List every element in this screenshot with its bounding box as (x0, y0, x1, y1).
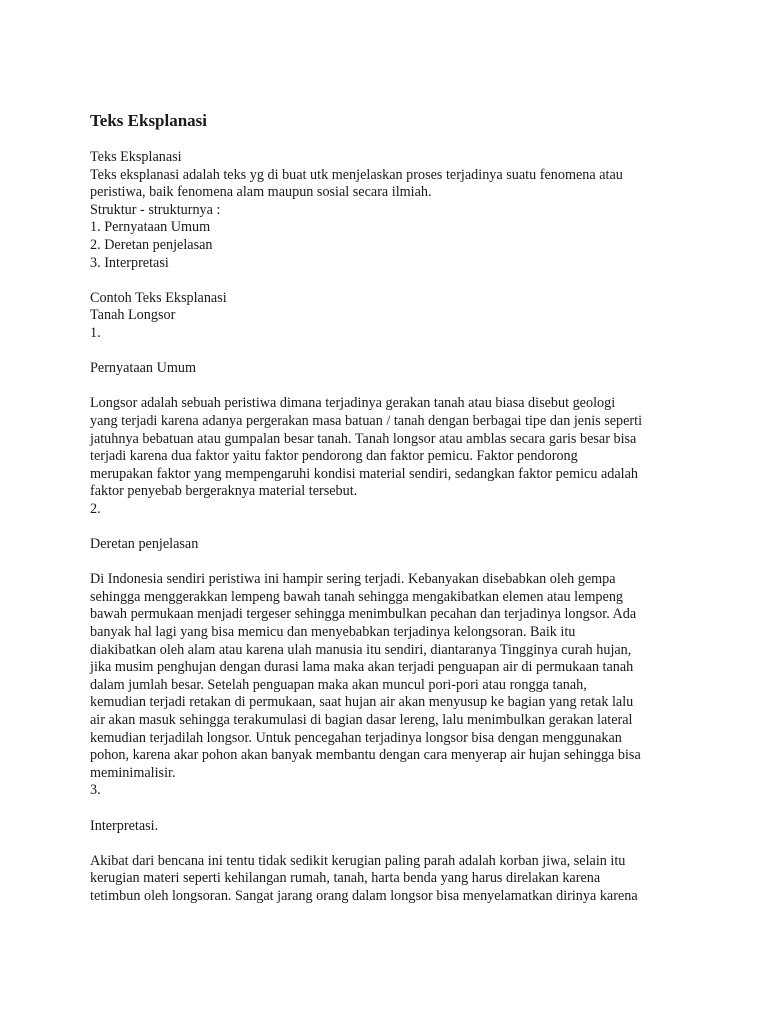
definition-line: Teks eksplanasi adalah teks yg di buat utk menjelaskan proses terjadinya suatu fenomena atau (90, 166, 623, 183)
paragraph-line: banyak hal lagi yang bisa memicu dan menyebabkan terjadinya kelongsoran. Baik itu (90, 624, 576, 641)
paragraph-line: terjadi karena dua faktor yaitu faktor pendorong dan faktor pemicu. Faktor pendorong (90, 448, 578, 465)
section-heading: Deretan penjelasan (90, 536, 199, 553)
paragraph-line: kerugian materi seperti kehilangan rumah, tanah, harta benda yang harus direlakan karena (90, 870, 601, 887)
paragraph-line: Akibat dari bencana ini tentu tidak sedikit kerugian paling parah adalah korban jiwa, selain itu (90, 852, 626, 869)
paragraph-line: jatuhnya bebatuan atau gumpalan besar tanah. Tanah longsor atau amblas secara garis besar bisa (90, 430, 637, 447)
document-title: Teks Eksplanasi (90, 111, 208, 130)
section-number: 3. (90, 782, 101, 799)
spacer (90, 378, 690, 396)
spacer (90, 518, 690, 536)
spacer (90, 835, 690, 853)
paragraph-line: meminimalisir. (90, 764, 176, 781)
paragraph-line: sehingga menggerakkan lempeng bawah tanah sehingga mengakibatkan elemen atau lempeng (90, 588, 624, 605)
spacer (90, 800, 690, 818)
structure-label: Struktur - strukturnya : (90, 201, 221, 218)
paragraph-line: dalam jumlah besar. Setelah penguapan maka akan muncul pori-pori atau rongga tanah, (90, 676, 587, 693)
section-heading: Pernyataan Umum (90, 360, 196, 377)
paragraph-line: tetimbun oleh longsoran. Sangat jarang orang dalam longsor bisa menyelamatkan dirinya karena (90, 887, 638, 904)
paragraph-line: Di Indonesia sendiri peristiwa ini hampir sering terjadi. Kebanyakan disebabkan oleh gempa (90, 571, 616, 588)
structure-item: 2. Deretan penjelasan (90, 236, 213, 253)
paragraph-line: kemudian terjadilah longsor. Untuk pencegahan terjadinya longsor bisa dengan menggunakan (90, 729, 622, 746)
paragraph-line: jika musim penghujan dengan durasi lama maka akan terjadi penguapan air di permukaan tanah (90, 659, 634, 676)
structure-item: 1. Pernyataan Umum (90, 219, 211, 236)
paragraph-line: air akan masuk sehingga terakumulasi di bagian dasar lereng, lalu menimbulkan gerakan lateral (90, 712, 633, 728)
paragraph-line: merupakan faktor yang mempengaruhi kondisi material sendiri, sedangkan faktor pemicu adalah (90, 465, 638, 482)
definition-line: peristiwa, baik fenomena alam maupun sosial secara ilmiah. (90, 184, 432, 201)
section-number: 2. (90, 500, 101, 517)
example-label: Contoh Teks Eksplanasi (90, 289, 227, 306)
section-heading: Interpretasi. (90, 817, 159, 834)
intro-heading: Teks Eksplanasi (90, 149, 182, 165)
paragraph-line: kemudian terjadi retakan di permukaan, saat hujan air akan menyusup ke bagian yang retak lalu (90, 694, 634, 711)
document-page (90, 111, 690, 906)
paragraph-line: bawah permukaan menjadi tergeser sehingga menimbulkan pecahan dan terjadinya longsor. Ada (90, 606, 637, 623)
example-topic: Tanah Longsor (90, 307, 176, 324)
structure-item: 3. Interpretasi (90, 254, 169, 271)
paragraph-line: diakibatkan oleh alam atau karena ulah manusia itu sendiri, diantaranya Tingginya curah hujan, (90, 641, 632, 658)
paragraph-line: pohon, karena akar pohon akan banyak membantu dengan cara menyerap air hujan sehingga bisa (90, 747, 641, 764)
spacer (90, 554, 690, 572)
paragraph-line: faktor penyebab bergeraknya material tersebut. (90, 483, 358, 500)
paragraph-line: Longsor adalah sebuah peristiwa dimana terjadinya gerakan tanah atau biasa disebut geologi (90, 395, 616, 412)
spacer (90, 272, 690, 290)
paragraph-line: yang terjadi karena adanya pergerakan masa batuan / tanah dengan berbagai tipe dan jenis seperti (90, 412, 643, 429)
section-number: 1. (90, 324, 101, 341)
spacer (90, 343, 690, 361)
